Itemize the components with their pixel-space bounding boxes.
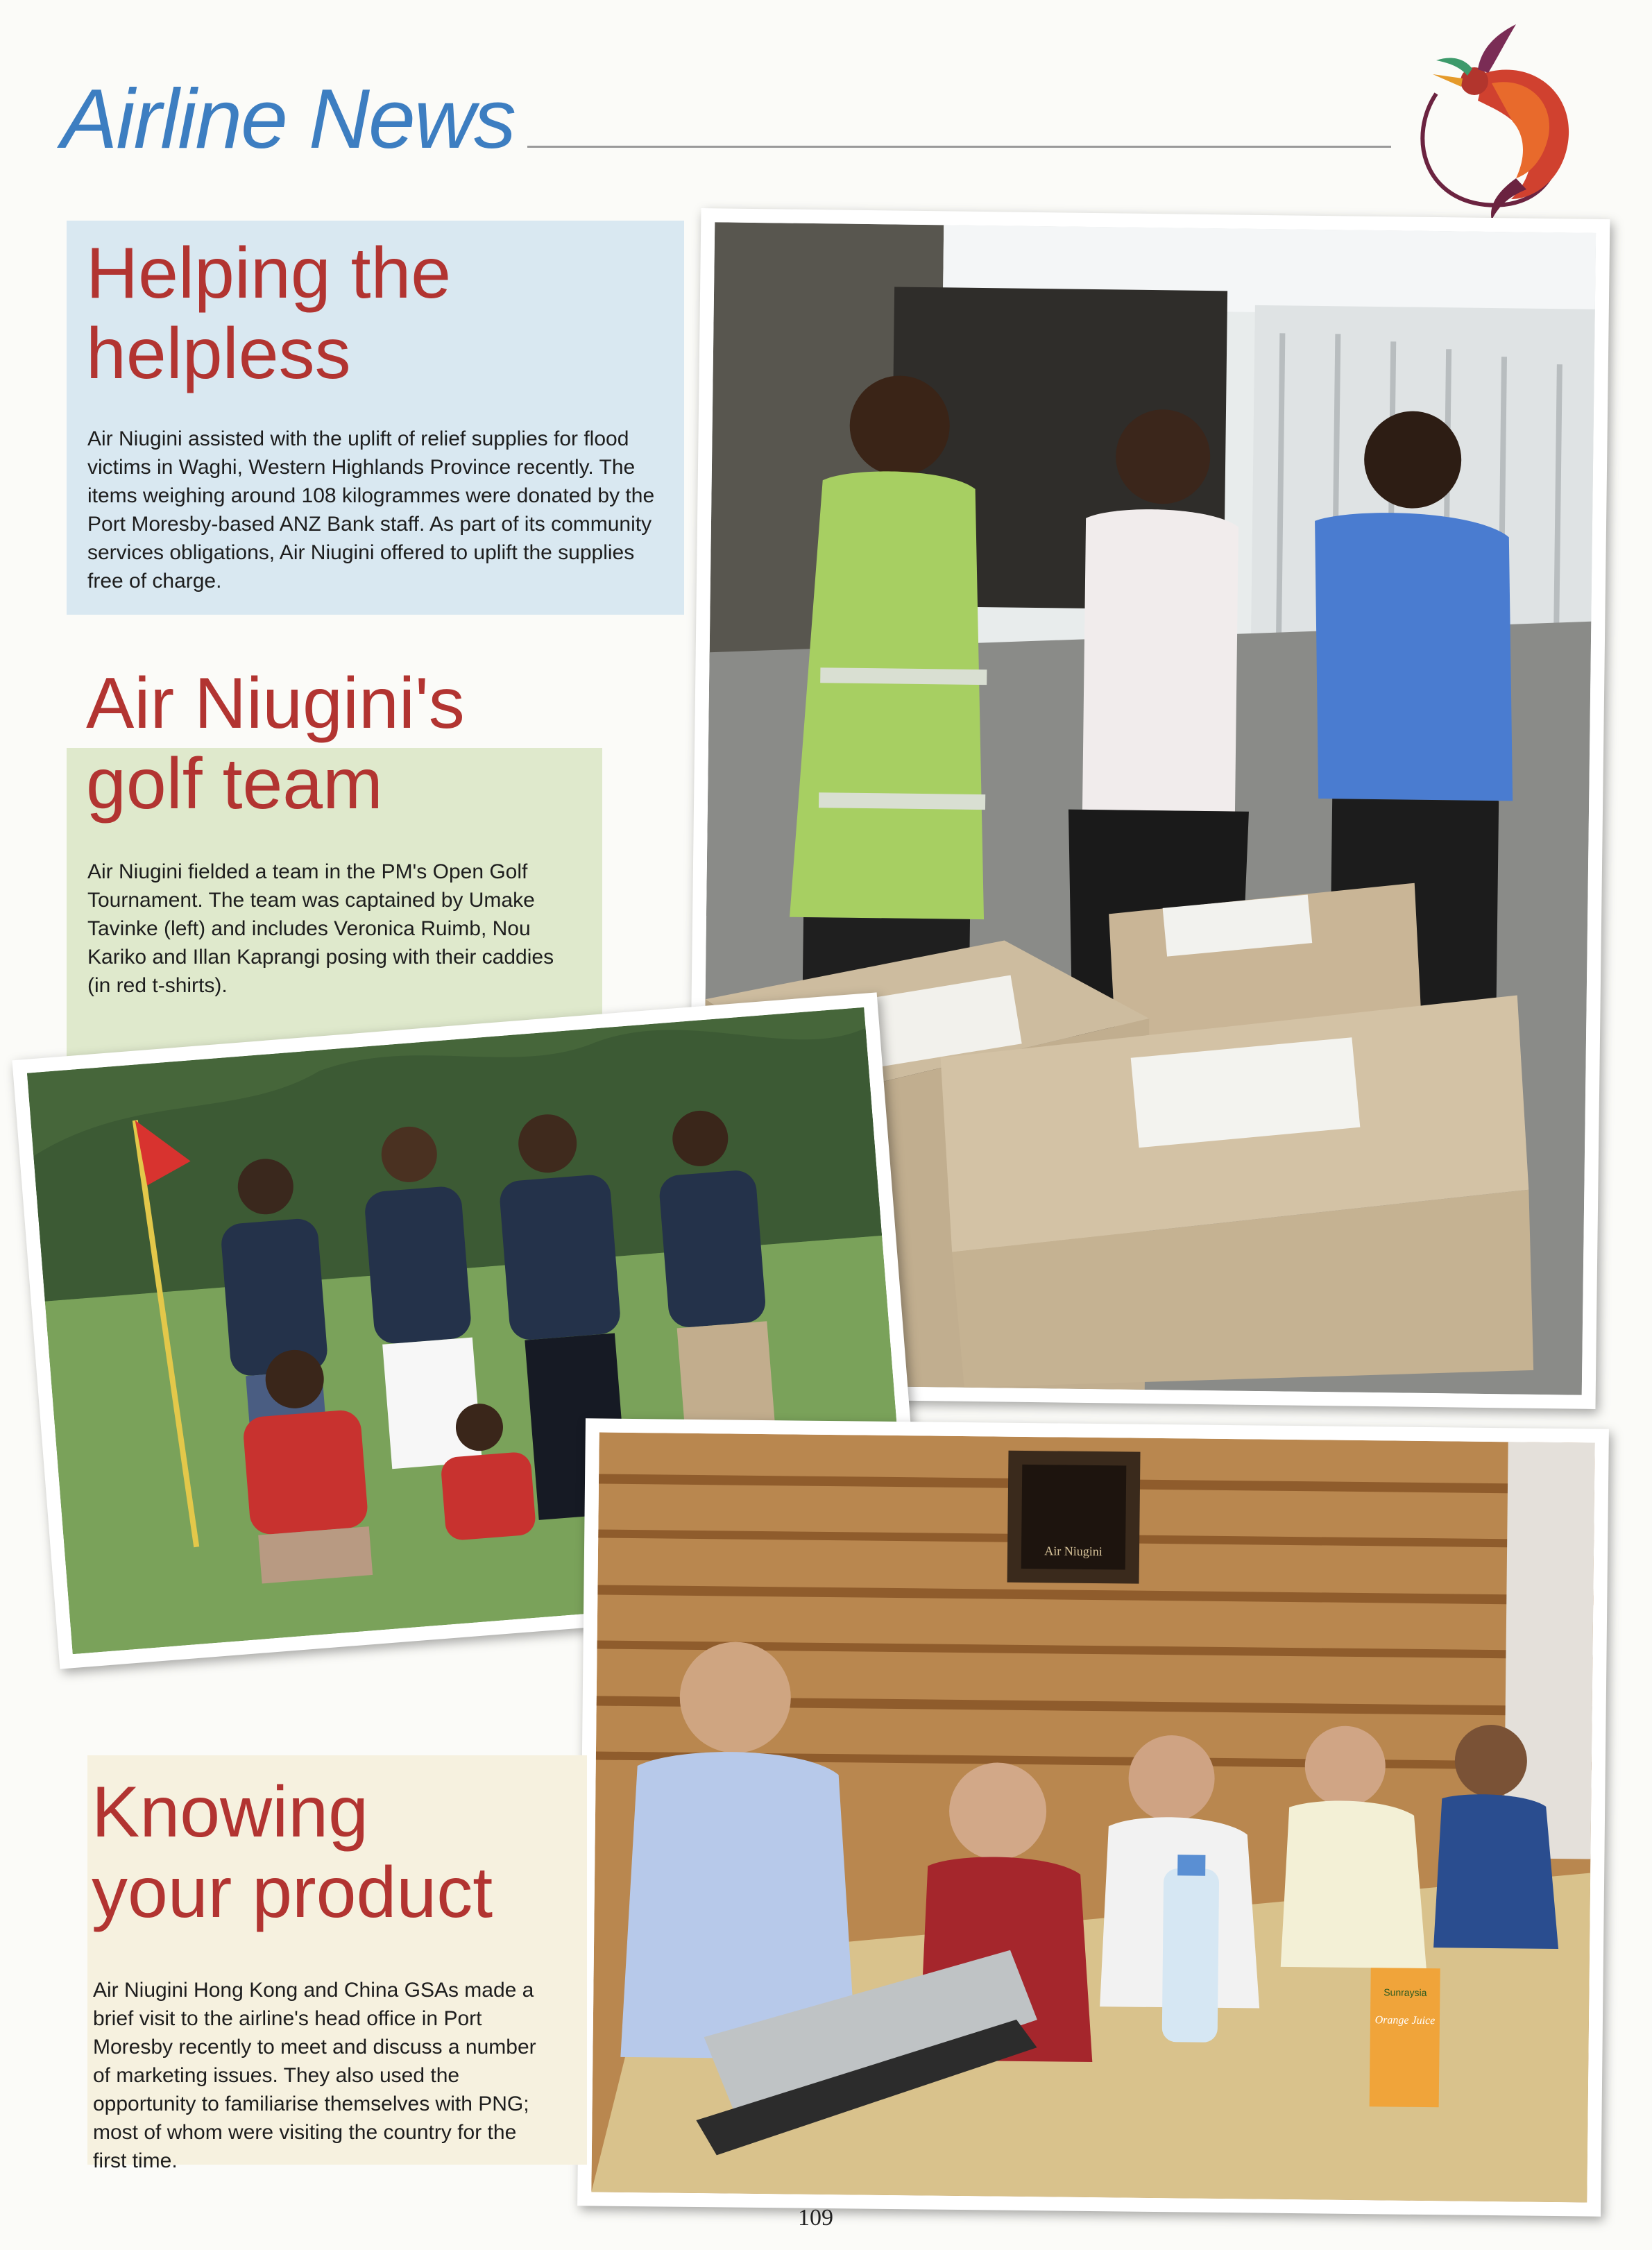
golf-body: Air Niugini fielded a team in the PM's Open Golf Tournament. The team was captained by Umake Tavinke (left) and includes Veronica Ruimb, Nou Kariko and Illan Kaprangi posing with their caddies (in red t-shirts). — [87, 860, 554, 997]
product-body: Air Niugini Hong Kong and China GSAs made a brief visit to the airline's head office in Port Moresby recently to meet and discuss a number of marketing issues. They also used the opportunity to familiarise themselves with PNG; most of whom were visiting the country for the first time. — [93, 1979, 536, 2172]
plaque-text: Air Niugini — [1044, 1544, 1102, 1559]
helping-headline-line1: Helping the — [86, 233, 452, 314]
product-headline-line1: Knowing — [92, 1772, 368, 1852]
meeting-photo — [577, 1418, 1609, 2216]
helping-headline-line2: helpless — [86, 314, 351, 394]
helping-body: Air Niugini assisted with the uplift of relief supplies for flood victims in Waghi, Western Highlands Province recently. The items weighing around 108 kilogrammes were donated by the Port Moresby-based ANZ Bank staff. As part of its community services obligations, Air Niugini offered to uplift the supplies free of charge. — [87, 427, 655, 593]
page-number: 109 — [798, 2205, 833, 2231]
golf-headline-line2: golf team — [86, 744, 383, 824]
header-rule — [527, 146, 1391, 148]
product-headline-line2: your product — [92, 1852, 493, 1933]
air-niugini-logo — [1395, 17, 1589, 225]
juice-label: Orange Juice — [1374, 2014, 1436, 2027]
section-header: Airline News — [61, 71, 515, 166]
juice-brand: Sunraysia — [1383, 1986, 1427, 1999]
golf-headline-line1: Air Niugini's — [86, 663, 465, 744]
